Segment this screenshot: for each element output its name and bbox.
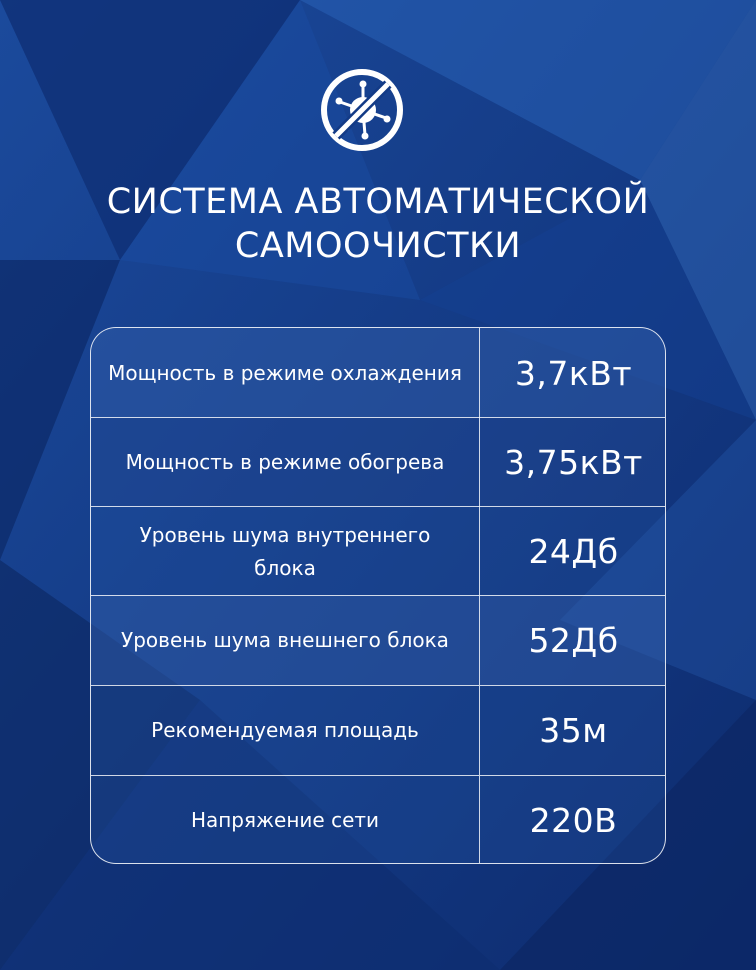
spec-label: Мощность в режиме охлаждения: [108, 360, 462, 385]
spec-value: 24Дб: [479, 507, 666, 596]
spec-label: Рекомендуемая площадь: [151, 718, 419, 742]
title-line-2: САМООЧИСТКИ: [234, 226, 522, 266]
spec-row-recommended-area: [91, 685, 666, 775]
spec-row-indoor-noise: [91, 506, 666, 596]
spec-label: Уровень шума внешнего блока: [121, 628, 449, 652]
spec-value: 3,75кВт: [479, 418, 666, 507]
no-virus-icon: [313, 66, 411, 154]
spec-value: 3,7кВт: [479, 328, 666, 418]
spec-row-cooling-power: [91, 328, 666, 418]
spec-value: 35м: [479, 686, 666, 775]
spec-label: Мощность в режиме обогрева: [125, 450, 445, 474]
spec-row-heating-power: [91, 417, 666, 507]
spec-value: 220В: [479, 776, 666, 864]
spec-row-outdoor-noise: [91, 595, 666, 685]
spec-label: Напряжение сети: [190, 808, 380, 832]
spec-value: 52Дб: [479, 596, 666, 685]
specs-table: [90, 327, 666, 864]
title-line-1: СИСТЕМА АВТОМАТИЧЕСКОЙ: [106, 182, 650, 222]
page-title: [0, 180, 756, 268]
spec-label: Уровень шума внутреннего блока: [139, 522, 431, 580]
spec-row-voltage: [91, 775, 666, 864]
